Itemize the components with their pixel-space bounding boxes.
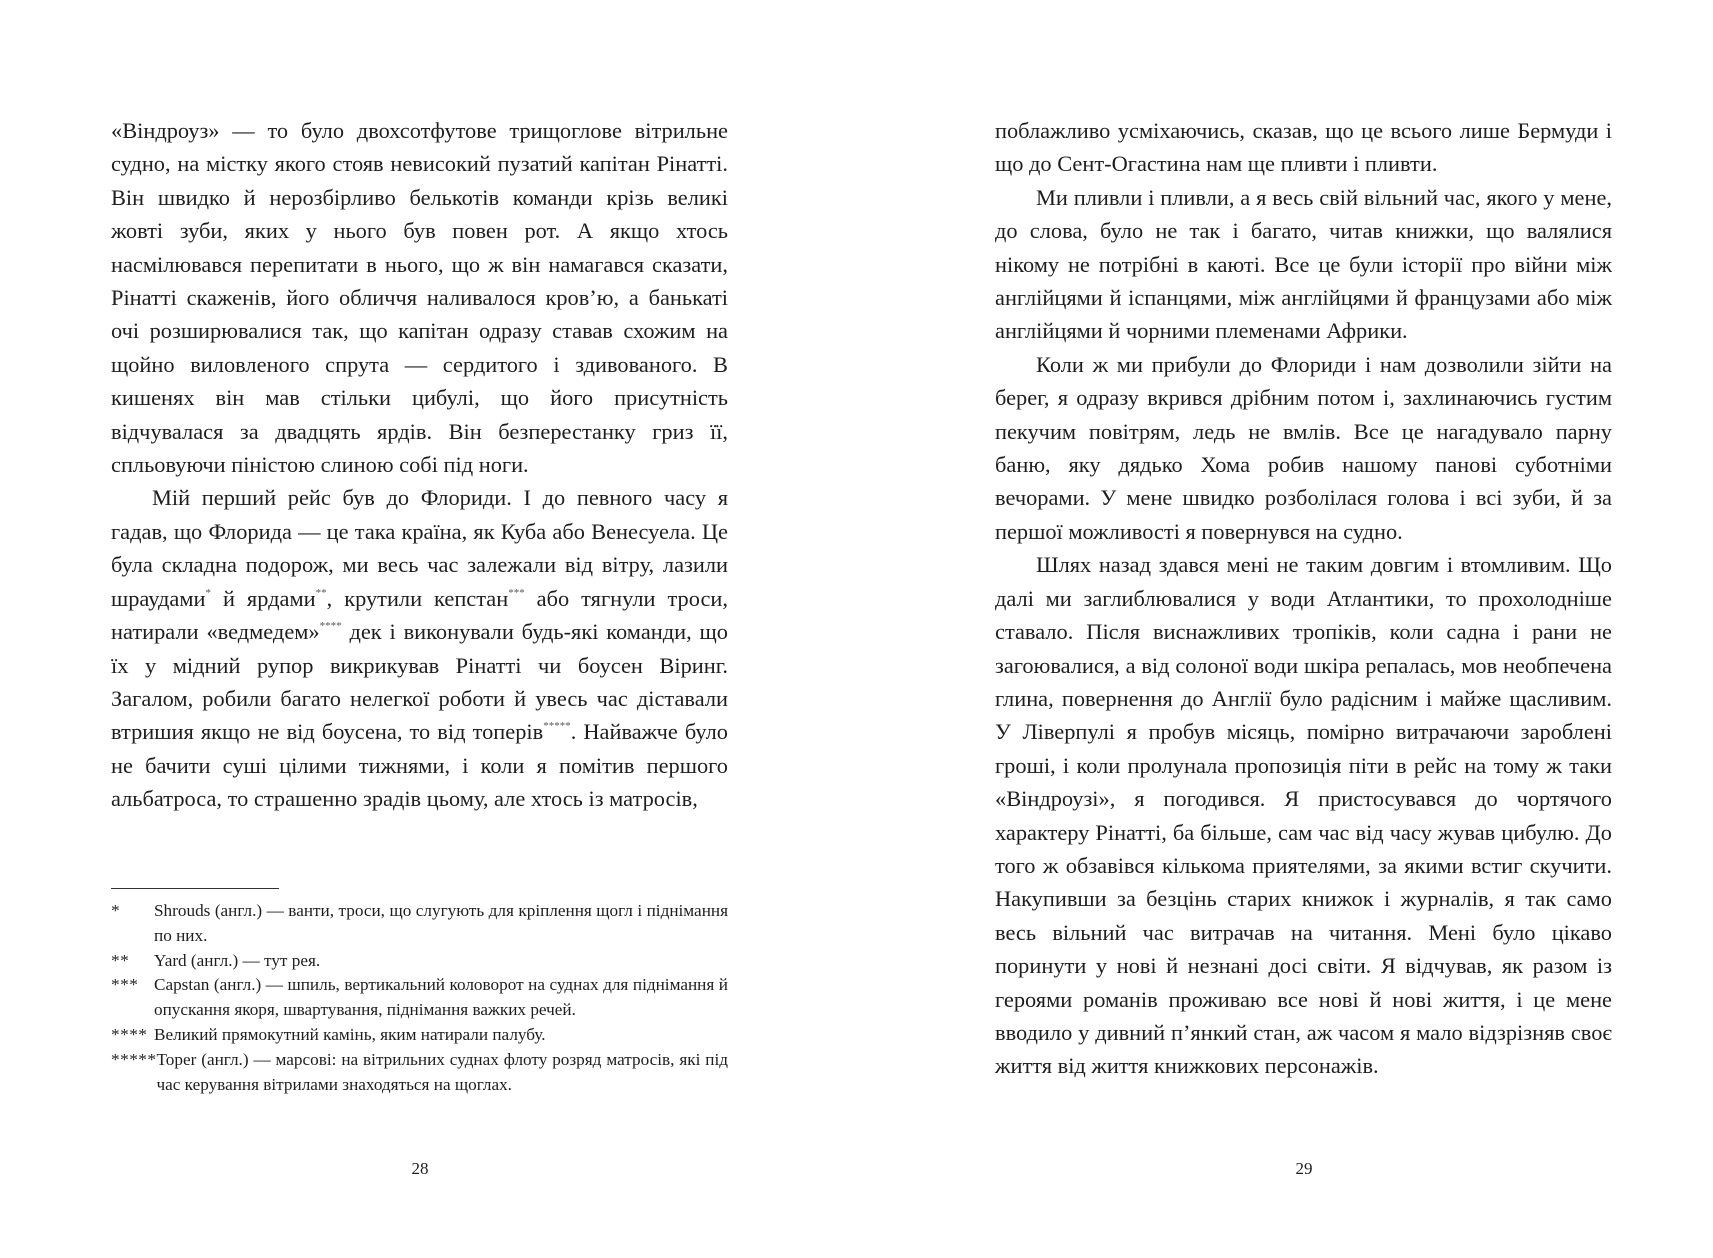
footnote-text: Toper (англ.) — марсові: на вітрильних суднах флоту розряд матросів, які під час керування вітрилами знаходяться на щоглах.	[156, 1049, 728, 1094]
footnote-ref: *	[205, 586, 212, 599]
footnote-text: Yard (англ.) — тут рея.	[154, 950, 321, 970]
footnote-text: Shrouds (англ.) — ванти, троси, що слугують для кріплення щогл і піднімання по них.	[154, 901, 728, 945]
page-number: 28	[411, 1159, 429, 1178]
footnotes	[111, 899, 728, 1097]
text-segment: дек і виконували будь-які команди, що їх у мідний рупор викрикував Рінатті чи боусен Віринг. Загалом, робили багато нелегкої роботи й увесь час діставали втришия якщо не від боусена, то від топерів	[111, 619, 728, 745]
text-segment: . Найважче було не бачити суші цілими тижнями, і коли я помітив першого альбатроса, то страшенно зрадів цьому, але хтось із матросів,	[111, 719, 728, 812]
footnote-ref: ***	[508, 586, 525, 599]
paragraph: «Віндроуз» — то було двохсотфутове трищоглове вітрильне судно, на містку якого стояв невисокий пузатий капітан Рінатті. Він швидко й нерозбірливо белькотів команди крізь великі жовті зуби, яких у нього був повен рот. А якщо хтось насмілювався перепитати в нього, що ж він намагався сказати, Рінатті скаженів, його обличчя наливалося кров’ю, а банькаті очі розширювалися так, що капітан одразу ставав схожим на щойно виловленого спрута — сердитого і здивованого. В кишенях він мав стільки цибулі, що його присутність відчувалася за двадцять ярдів. Він безперестанку гриз її, спльовуючи піністою слиною собі під ноги.	[111, 118, 728, 478]
footnote-mark: *****	[111, 1049, 157, 1069]
left-page-body	[111, 114, 728, 816]
footnote-mark: ****	[111, 1024, 148, 1044]
footnote-divider	[111, 888, 279, 889]
footnote-ref: **	[315, 586, 327, 599]
footnote-text: Capstan (англ.) — шпиль, вертикальний коловорот на суднах для піднімання й опускання якоря, швартування, піднімання важких речей.	[154, 975, 728, 1020]
text-segment: й ярдами	[211, 585, 316, 611]
footnote	[111, 1023, 728, 1048]
footnote	[111, 899, 728, 949]
footnote-mark: *	[111, 901, 121, 920]
paragraph	[111, 481, 728, 815]
right-page	[856, 0, 1713, 1258]
footnote-ref: ****	[319, 620, 342, 633]
footnote-mark: **	[111, 950, 130, 970]
paragraph: поблажливо усміхаючись, сказав, що це всього лише Бермуди і що до Сент-Огастина нам ще пливти і пливти.	[995, 118, 1612, 177]
left-page	[0, 0, 856, 1258]
footnote-text: Великий прямокутний камінь, яким натирали палубу.	[154, 1024, 546, 1044]
footnote-ref: *****	[543, 720, 571, 733]
text-segment: Мій перший рейс був до Флориди. І до певного часу я гадав, що Флорида — це така країна, як Куба або Венесуела. Це була складна подорож, ми весь час залежали від вітру, лазили шраудами	[111, 485, 728, 611]
footnote-mark: ***	[111, 975, 139, 995]
paragraph: Ми пливли і пливли, а я весь свій вільний час, якого у мене, до слова, було не так і багато, читав книжки, що валялися нікому не потрібні в каюті. Все це були історії про війни між англійцями й іспанцями, між англійцями й французами або між англійцями й чорними племенами Африки.	[995, 184, 1612, 344]
right-page-body	[995, 114, 1612, 1083]
footnote	[111, 1048, 728, 1098]
footnote	[111, 949, 728, 974]
text-segment: або тягнули троси, натирали «ведмедем»	[111, 585, 728, 645]
footnote	[111, 973, 728, 1023]
paragraph: Шлях назад здався мені не таким довгим і втомливим. Що далі ми заглиблювалися у води Атлантики, то прохолодніше ставало. Після виснажливих тропіків, коли садна і рани не загоювалися, а від солоної води шкіра репалась, мов необпечена глина, повернення до Англії було радісним і майже щасливим. У Ліверпулі я пробув місяць, помірно витрачаючи зароблені гроші, і коли пролунала пропозиція піти в рейс на тому ж таки «Віндроузі», я погодився. Я пристосувався до чортячого характеру Рінатті, ба більше, сам час від часу жував цибулю. До того ж обзавівся кількома приятелями, за якими встиг скучити. Накупивши за безцінь старих книжок і журналів, я так само весь вільний час витрачав на читання. Мені було цікаво поринути у нові й незнані досі світи. Я відчував, як разом із героями романів проживаю все нові й нові життя, і це мене вводило у дивний п’янкий стан, аж часом я мало відзрізняв своє життя від життя книжкових персонажів.	[995, 552, 1612, 1079]
text-segment: , крутили кепстан	[326, 585, 509, 611]
paragraph: Коли ж ми прибули до Флориди і нам дозволили зійти на берег, я одразу вкрився дрібним потом і, захлинаючись густим пекучим повітрям, ледь не вмлів. Все це нагадувало парну баню, яку дядько Хома робив нашому панові суботніми вечорами. У мене швидко розболілася голова і всі зуби, й за першої можливості я повернувся на судно.	[995, 351, 1612, 544]
page-number: 29	[1295, 1159, 1313, 1178]
